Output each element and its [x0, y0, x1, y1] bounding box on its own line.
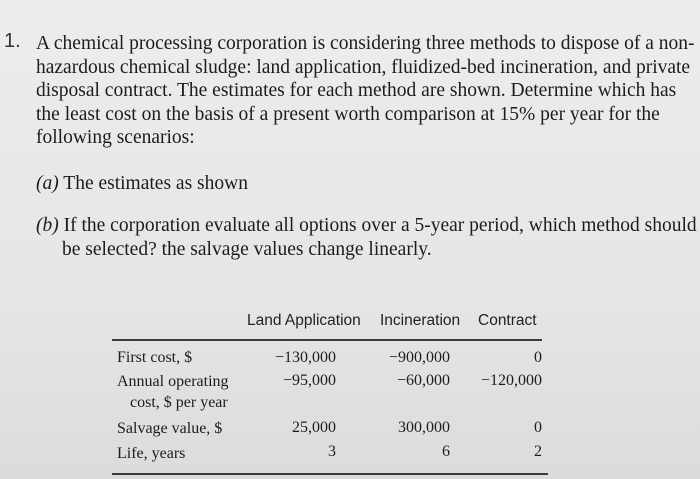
- row-label-life: Life, years: [117, 445, 186, 462]
- cell-first-cost-incineration: −900,000: [388, 349, 450, 366]
- problem-line: following scenarios:: [36, 127, 195, 149]
- cell-first-cost-contract: 0: [534, 349, 542, 366]
- problem-line: the least cost on the basis of a present worth comparison at 15% per year for the: [36, 103, 660, 125]
- scenario-a-text: The estimates as shown: [63, 173, 248, 194]
- cell-life-land: 3: [328, 443, 336, 460]
- scenario-b-line-1: [36, 214, 697, 238]
- cell-annual-operating-contract: −120,000: [480, 372, 542, 389]
- cell-salvage-land: 25,000: [292, 419, 336, 436]
- problem-line: A chemical processing corporation is considering three methods to dispose of a non-: [36, 33, 695, 54]
- estimates-table: [112, 312, 548, 477]
- scenario-b: [36, 214, 697, 261]
- cell-annual-operating-land: −95,000: [282, 372, 336, 389]
- cell-life-contract: 2: [534, 443, 542, 460]
- column-header-incineration: Incineration: [380, 312, 461, 329]
- cell-first-cost-land: −130,000: [274, 349, 336, 366]
- row-label-first-cost: First cost, $: [117, 349, 193, 366]
- row-label-annual-operating: Annual operating: [117, 373, 229, 390]
- row-label-salvage-value: Salvage value, $: [117, 420, 223, 437]
- problem-line: hazardous chemical sludge: land application, fluidized-bed incineration, and private: [36, 56, 691, 78]
- column-header-land-application: Land Application: [247, 312, 361, 329]
- problem-line: disposal contract. The estimates for each method are shown. Determine which has: [36, 80, 677, 102]
- cell-life-incineration: 6: [442, 443, 450, 460]
- cell-salvage-incineration: 300,000: [398, 419, 450, 436]
- scenario-b-label: (b): [36, 215, 59, 236]
- column-header-contract: Contract: [478, 312, 537, 329]
- table-bottom-rule: [112, 473, 548, 475]
- problem-statement: [36, 32, 695, 150]
- problem-number: 1.: [4, 30, 21, 52]
- table-top-rule: [112, 339, 542, 341]
- scenario-a: [36, 172, 248, 196]
- cell-salvage-contract: 0: [534, 419, 542, 436]
- row-label-annual-operating-cont: cost, $ per year: [130, 394, 228, 411]
- scenario-a-label: (a): [36, 173, 59, 194]
- scenario-b-text-1: If the corporation evaluate all options over a 5-year period, which method should: [63, 215, 697, 236]
- cell-annual-operating-incineration: −60,000: [396, 372, 450, 389]
- scenario-b-line-2: be selected? the salvage values change linearly.: [62, 238, 432, 260]
